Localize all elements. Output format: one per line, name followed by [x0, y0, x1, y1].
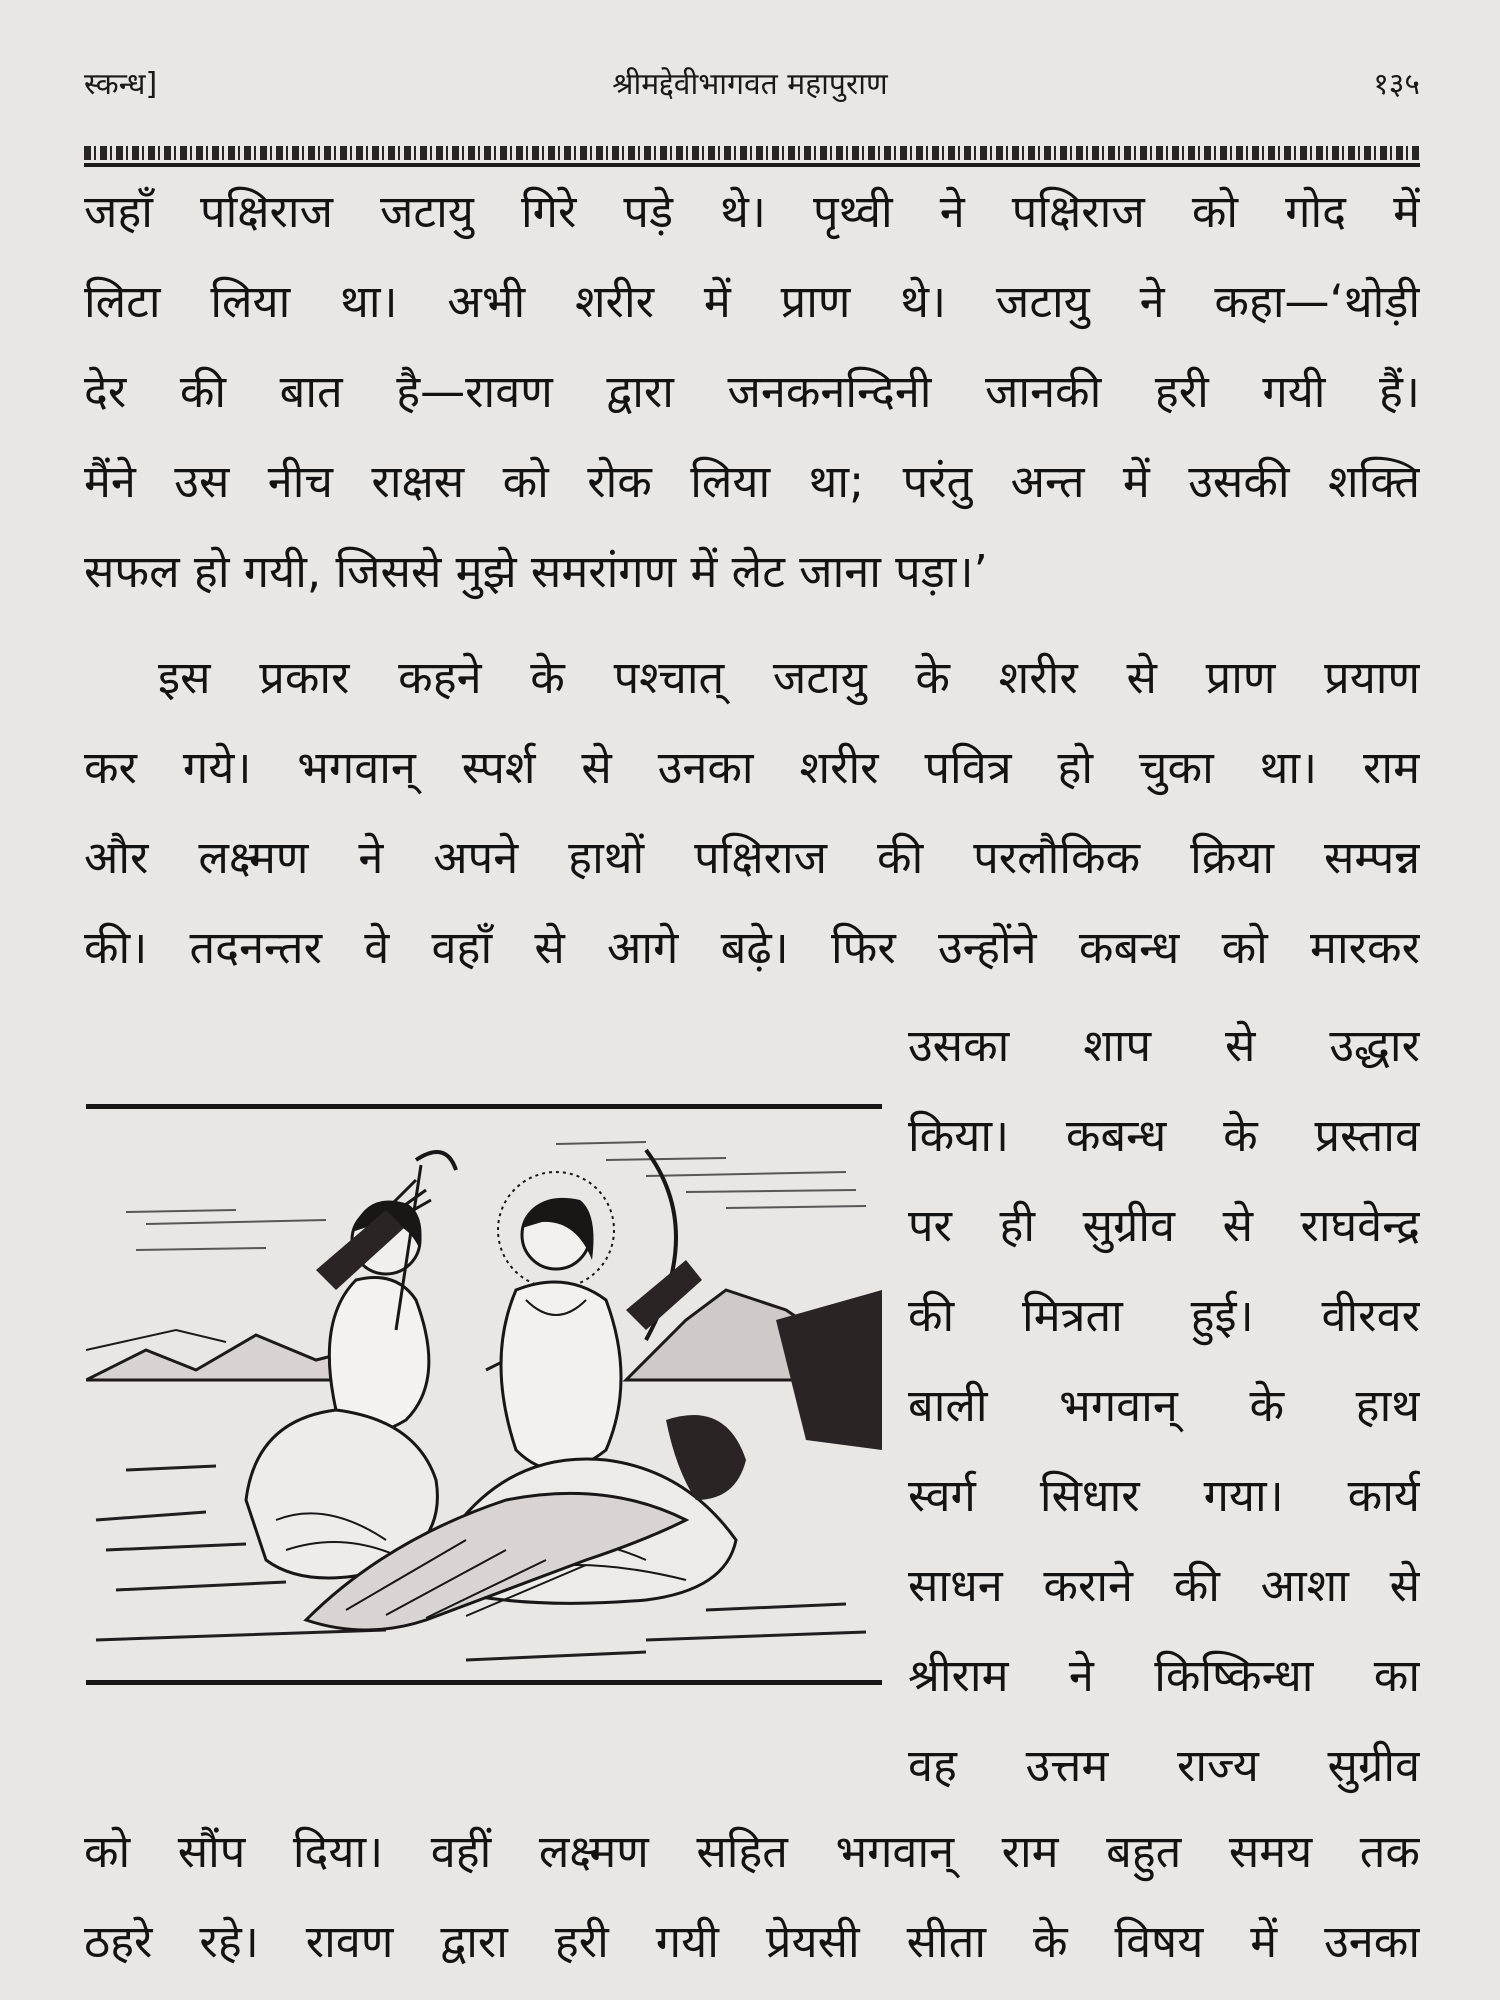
- text-line-10: को सौंप दिया। वहीं लक्ष्मण सहित भगवान् राम बहुत समय तक: [84, 1825, 1420, 1878]
- text-line-6: इस प्रकार कहने के पश्चात् जटायु के शरीर से प्राण प्रयाण: [158, 651, 1420, 704]
- side-line-6: स्वर्ग सिधार गया। कार्य: [908, 1469, 1420, 1522]
- illustration-bottom-rule: [86, 1680, 882, 1685]
- illustration-top-rule: [86, 1104, 882, 1109]
- text-line-2: लिटा लिया था। अभी शरीर में प्राण थे। जटायु ने कहा—‘थोड़ी: [84, 275, 1420, 328]
- text-line-8: और लक्ष्मण ने अपने हाथों पक्षिराज की परलौकिक क्रिया सम्पन्न: [84, 831, 1420, 884]
- ornamental-border: [84, 146, 1420, 160]
- text-line-7: कर गये। भगवान् स्पर्श से उनका शरीर पवित्र हो चुका था। राम: [84, 741, 1420, 794]
- book-title: श्रीमद्देवीभागवत महापुराण: [612, 67, 888, 102]
- text-line-5: सफल हो गयी, जिससे मुझे समरांगण में लेट जाना पड़ा।’: [84, 545, 988, 598]
- text-line-4: मैंने उस नीच राक्षस को रोक लिया था; परंतु अन्त में उसकी शक्ति: [84, 455, 1420, 508]
- rama-lakshmana-jatayu-illustration: [86, 1120, 882, 1676]
- text-line-9: की। तदनन्तर वे वहाँ से आगे बढ़े। फिर उन्होंने कबन्ध को मारकर: [84, 921, 1420, 974]
- side-line-2: किया। कबन्ध के प्रस्ताव: [908, 1109, 1420, 1162]
- section-label: स्कन्ध]: [84, 67, 158, 102]
- side-line-8: श्रीराम ने किष्किन्धा का: [908, 1649, 1420, 1702]
- side-line-7: साधन कराने की आशा से: [908, 1559, 1420, 1612]
- side-line-5: बाली भगवान् के हाथ: [908, 1379, 1420, 1432]
- side-line-1: उसका शाप से उद्धार: [908, 1019, 1420, 1072]
- side-line-9: वह उत्तम राज्य सुग्रीव: [908, 1739, 1420, 1792]
- text-line-11: ठहरे रहे। रावण द्वारा हरी गयी प्रेयसी सीता के विषय में उनका: [84, 1915, 1420, 1968]
- header-rule: [84, 163, 1420, 167]
- page-number: १३५: [1373, 67, 1420, 102]
- text-line-1: जहाँ पक्षिराज जटायु गिरे पड़े थे। पृथ्वी ने पक्षिराज को गोद में: [84, 185, 1420, 238]
- text-line-3: देर की बात है—रावण द्वारा जनकनन्दिनी जानकी हरी गयी हैं।: [84, 365, 1420, 418]
- side-line-4: की मित्रता हुई। वीरवर: [908, 1289, 1420, 1342]
- side-line-3: पर ही सुग्रीव से राघवेन्द्र: [908, 1199, 1420, 1252]
